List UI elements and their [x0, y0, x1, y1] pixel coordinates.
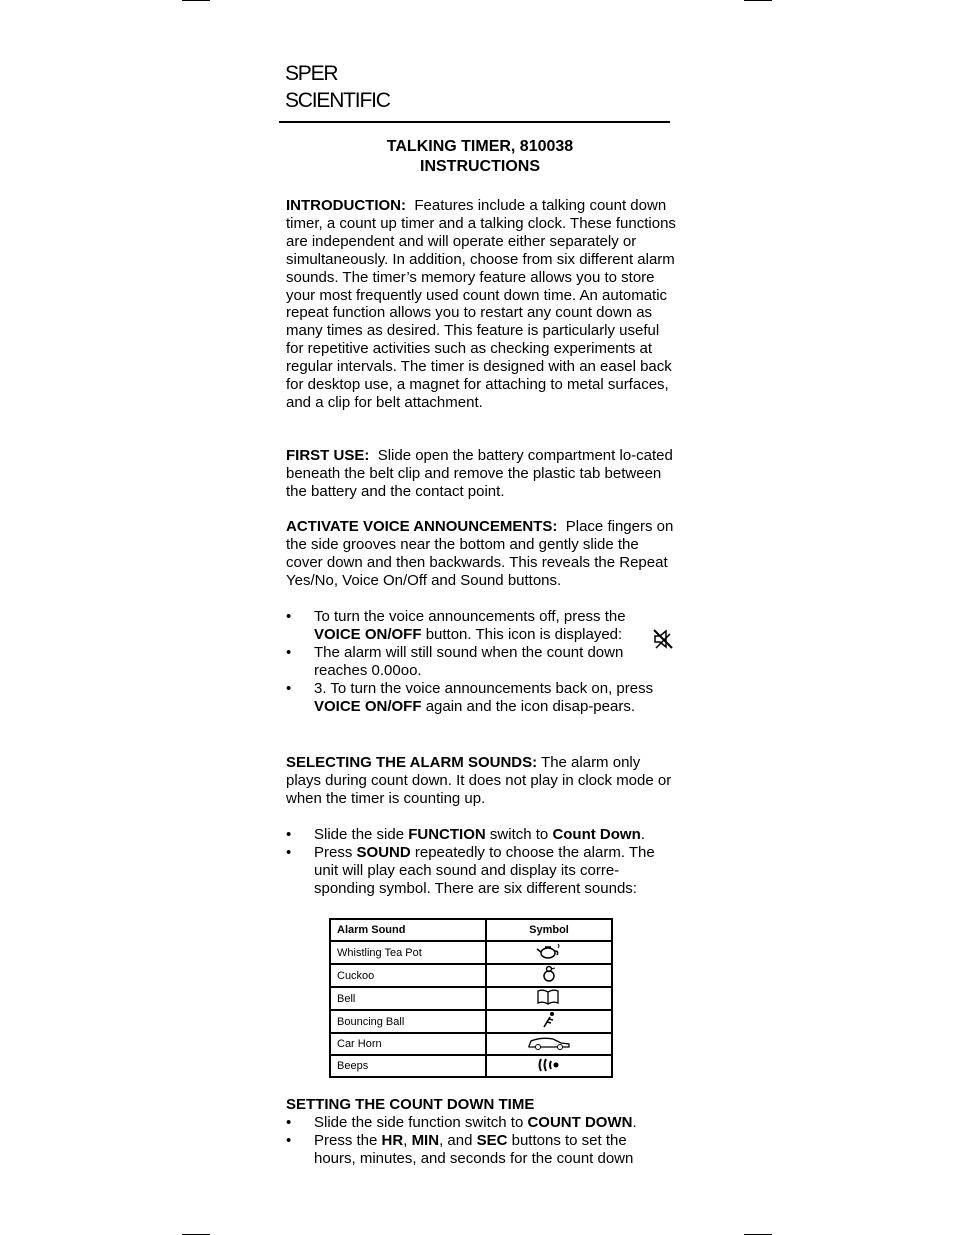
- sound-name: Bell: [330, 987, 486, 1010]
- sound-label: SOUND: [356, 843, 411, 861]
- bouncing-ball-icon: [486, 1010, 612, 1033]
- intro-paragraph: [286, 197, 678, 412]
- header-rule: [279, 121, 670, 123]
- table-row: [330, 1010, 612, 1033]
- title-line-2: INSTRUCTIONS: [420, 158, 540, 175]
- bullet-text: buttons to set the hours, minutes, and seconds for the count down: [314, 1131, 634, 1167]
- bullet-text: , and: [439, 1131, 473, 1149]
- bullet-text: The alarm will still sound when the count down reaches 0.00oo.: [314, 643, 624, 679]
- table-row: [330, 1055, 612, 1077]
- bullet-marker: •: [286, 643, 292, 661]
- table-header-row: [330, 919, 612, 941]
- count-down-label: COUNT DOWN: [527, 1113, 633, 1131]
- crop-mark-top-left: [182, 0, 210, 1]
- first-use-text: Slide open the battery compartment lo-cated beneath the belt clip and remove the plastic tab between the battery and the contact point.: [286, 447, 673, 500]
- min-label: MIN: [411, 1131, 440, 1149]
- alarm-paragraph: [286, 754, 678, 808]
- first-use-paragraph: [286, 447, 678, 501]
- voice-onoff-label: VOICE ON/OFF: [314, 697, 422, 715]
- sound-name: Bouncing Ball: [330, 1010, 486, 1033]
- bullet-text: Slide the side: [314, 826, 405, 843]
- table-row: [330, 941, 612, 964]
- function-label: FUNCTION: [408, 826, 486, 843]
- voice-bullets: [286, 608, 676, 715]
- bullet-text: again and the icon disap-pears.: [425, 697, 635, 715]
- bullet-text: button. This icon is displayed:: [425, 625, 623, 643]
- list-item: [286, 644, 676, 680]
- beeps-icon: [486, 1055, 612, 1077]
- car-icon: [486, 1033, 612, 1055]
- bullet-marker: •: [286, 826, 292, 843]
- sound-name: Beeps: [330, 1055, 486, 1077]
- teapot-icon: [486, 941, 612, 964]
- first-use-heading: FIRST USE:: [286, 447, 370, 464]
- alarm-section: [286, 754, 678, 808]
- list-item: [286, 1132, 666, 1168]
- bullet-text: Press the: [314, 1131, 378, 1149]
- list-item: [286, 608, 676, 644]
- sec-label: SEC: [476, 1131, 508, 1149]
- bullet-text: ,: [403, 1131, 408, 1149]
- table-row: [330, 964, 612, 987]
- voice-onoff-label: VOICE ON/OFF: [314, 625, 422, 643]
- sound-name: Car Horn: [330, 1033, 486, 1055]
- alarm-heading: SELECTING THE ALARM SOUNDS:: [286, 754, 538, 771]
- activate-text: Place fingers on the side grooves near the bottom and gently slide the cover down and then backwards. This reveals the Repeat Yes/No, Voice On/Off and Sound buttons.: [286, 518, 674, 589]
- activate-paragraph: [286, 518, 678, 590]
- sound-name: Cuckoo: [330, 964, 486, 987]
- intro-heading: INTRODUCTION:: [286, 197, 406, 214]
- bullet-text: repeatedly to choose the alarm. The unit will play each sound and display its corre-sponding symbol. There are six different sounds:: [314, 843, 655, 897]
- countdown-heading-text: SETTING THE COUNT DOWN TIME: [286, 1096, 535, 1113]
- list-item: [286, 844, 666, 898]
- countdown-heading: [286, 1096, 666, 1114]
- header-symbol: Symbol: [486, 919, 612, 941]
- page-title: [285, 137, 675, 177]
- sound-name: Whistling Tea Pot: [330, 941, 486, 964]
- alarm-bullets: [286, 826, 666, 898]
- list-item: [286, 680, 676, 716]
- bullet-marker: •: [286, 1113, 292, 1131]
- bullet-text: Press: [314, 843, 353, 861]
- bullet-text: 3. To turn the voice announcements back on, press: [314, 679, 654, 697]
- alarm-sound-table: [329, 918, 613, 1078]
- first-use-section: [286, 447, 678, 501]
- cuckoo-bird-icon: [486, 964, 612, 987]
- logo-line-1: SPER: [285, 62, 338, 85]
- bullet-text: .: [640, 826, 645, 843]
- bell-icon: [486, 987, 612, 1010]
- table-row: [330, 987, 612, 1010]
- alarm-text: The alarm only plays during count down. It does not play in clock mode or when the timer is counting up.: [286, 754, 672, 807]
- bullet-text: To turn the voice announcements off, press the: [314, 608, 626, 625]
- list-item: [286, 826, 666, 844]
- hr-label: HR: [381, 1131, 404, 1149]
- countdown-section: [286, 1096, 666, 1168]
- bullet-text: switch to: [489, 826, 549, 843]
- title-line-1: TALKING TIMER, 810038: [386, 138, 574, 155]
- bullet-marker: •: [286, 843, 292, 861]
- intro-section: [286, 197, 678, 412]
- crop-mark-top-right: [744, 0, 772, 1]
- bullet-marker: •: [286, 608, 292, 625]
- table-row: [330, 1033, 612, 1055]
- header-alarm-sound: Alarm Sound: [330, 919, 486, 941]
- bullet-marker: •: [286, 1131, 292, 1149]
- brand-logo: [285, 60, 390, 114]
- logo-line-2: SCIENTIFIC: [285, 89, 390, 112]
- list-item: [286, 1114, 666, 1132]
- activate-voice-section: [286, 518, 678, 590]
- bullet-text: Slide the side function switch to: [314, 1113, 524, 1131]
- intro-text: Features include a talking count down timer, a count up timer and a talking clock. These functions are independent and will operate either separately or simultaneously. In addition, choose from six different alarm sounds. The timer’s memory feature allows you to store your most frequently used count down time. An automatic repeat function allows you to restart any count down as many times as desired. This feature is particularly useful for repetitive activities such as checking experiments at regular intervals. The timer is designed with an easel back for desktop use, a magnet for attaching to metal surfaces, and a clip for belt attachment.: [286, 197, 676, 411]
- bullet-marker: •: [286, 679, 292, 697]
- activate-heading: ACTIVATE VOICE ANNOUNCEMENTS:: [286, 518, 558, 535]
- bullet-text: .: [632, 1113, 637, 1131]
- count-down-label: Count Down: [552, 826, 641, 843]
